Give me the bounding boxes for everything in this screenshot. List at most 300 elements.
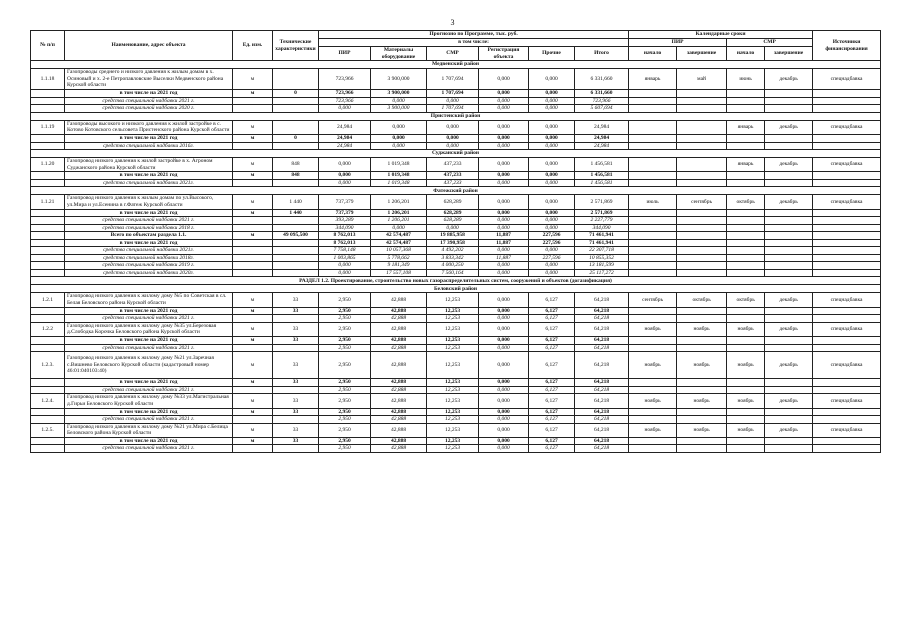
empty-cell bbox=[813, 209, 881, 217]
other-cell: 227,596 bbox=[529, 232, 575, 240]
total-cell: 2 227,779 bbox=[575, 217, 629, 225]
other-cell: 6,127 bbox=[529, 322, 575, 336]
reg-cell: 11,887 bbox=[479, 239, 529, 247]
empty-cell bbox=[765, 408, 813, 416]
pir-cell: 0,000 bbox=[319, 158, 371, 172]
empty-cell bbox=[629, 307, 677, 315]
row-label: в том числе на 2021 год bbox=[65, 379, 233, 387]
empty-cell bbox=[813, 135, 881, 143]
tech-cell bbox=[273, 179, 319, 187]
row-label: в том числе на 2021 год bbox=[65, 437, 233, 445]
reg-cell: 0,000 bbox=[479, 179, 529, 187]
pir-cell: 723,966 bbox=[319, 69, 371, 90]
mat-cell: 0,000 bbox=[371, 97, 427, 105]
mat-cell: 3 900,000 bbox=[371, 69, 427, 90]
total-cell: 1 456,581 bbox=[575, 158, 629, 172]
row-label: средства специальной надбавки 2021 г. bbox=[65, 344, 233, 352]
object-description: Газопровод низкого давления к жилому дому №21 ул.Заречная с.Вишнево Беловского Курской области (кадастровый номер 46:01:040103:40) bbox=[65, 352, 233, 379]
empty-cell bbox=[629, 97, 677, 105]
mat-cell: 0,000 bbox=[371, 142, 427, 150]
reg-cell: 0,000 bbox=[479, 120, 529, 134]
mat-cell: 0,000 bbox=[371, 135, 427, 143]
smr-cell: 628,289 bbox=[427, 209, 479, 217]
empty-cell bbox=[727, 135, 765, 143]
pir-end-cell: октябрь bbox=[677, 293, 727, 307]
mat-cell: 1 206,201 bbox=[371, 195, 427, 209]
pir-cell: 2,950 bbox=[319, 322, 371, 336]
tech-cell bbox=[273, 416, 319, 424]
empty-cell bbox=[813, 416, 881, 424]
object-row bbox=[31, 120, 881, 134]
unit-cell: м bbox=[233, 209, 273, 217]
empty-cell bbox=[629, 239, 677, 247]
reg-cell: 0,000 bbox=[479, 195, 529, 209]
source-cell: спецнадбавка bbox=[813, 158, 881, 172]
tech-cell: 33 bbox=[273, 379, 319, 387]
row-label: средства специальной надбавки 2018 г. bbox=[65, 224, 233, 232]
smr-cell: 12,253 bbox=[427, 379, 479, 387]
smr-end-cell: декабрь bbox=[765, 394, 813, 408]
empty-cell bbox=[727, 179, 765, 187]
tech-cell: 49 095,500 bbox=[273, 232, 319, 240]
empty-cell bbox=[677, 239, 727, 247]
total-cell: 6 331,660 bbox=[575, 69, 629, 90]
funding-source-row bbox=[31, 97, 881, 105]
mat-cell: 42,888 bbox=[371, 315, 427, 323]
tech-cell: 33 bbox=[273, 423, 319, 437]
other-cell: 0,000 bbox=[529, 179, 575, 187]
row-label: в том числе на 2021 год bbox=[65, 337, 233, 345]
pir-cell: 2,950 bbox=[319, 408, 371, 416]
header-program-sub: в том числе: bbox=[319, 39, 629, 47]
object-number: 1.1.19 bbox=[31, 120, 65, 134]
subtotal-row bbox=[31, 90, 881, 98]
unit-cell bbox=[233, 105, 273, 113]
object-row bbox=[31, 195, 881, 209]
object-row bbox=[31, 293, 881, 307]
unit-cell bbox=[233, 239, 273, 247]
empty-cell bbox=[727, 224, 765, 232]
header-no: № п/п bbox=[31, 31, 65, 61]
empty-cell bbox=[31, 135, 65, 143]
empty-cell bbox=[629, 224, 677, 232]
empty-cell bbox=[629, 437, 677, 445]
row-label: в том числе на 2021 год bbox=[65, 172, 233, 180]
mat-cell: 1 019,348 bbox=[371, 158, 427, 172]
object-description: Газопровод низкого давления к жилому дому №21 ул.Мира с.Белица Беловского района Курской области bbox=[65, 423, 233, 437]
source-cell: спецнадбавка bbox=[813, 322, 881, 336]
reg-cell: 0,000 bbox=[479, 90, 529, 98]
object-number: 1.1.20 bbox=[31, 158, 65, 172]
total-cell: 24,984 bbox=[575, 142, 629, 150]
source-cell: спецнадбавка bbox=[813, 293, 881, 307]
tech-cell: 33 bbox=[273, 322, 319, 336]
funding-source-row bbox=[31, 269, 881, 277]
tech-cell bbox=[273, 69, 319, 90]
funding-source-row bbox=[31, 386, 881, 394]
reg-cell: 11,887 bbox=[479, 232, 529, 240]
subtotal-row bbox=[31, 379, 881, 387]
region-name: Фатежский район bbox=[31, 187, 881, 195]
smr-start-cell: октябрь bbox=[727, 293, 765, 307]
empty-cell bbox=[813, 97, 881, 105]
row-label: средства специальной надбавки 2019 г. bbox=[65, 262, 233, 270]
mat-cell: 42,888 bbox=[371, 423, 427, 437]
section-title: РАЗДЕЛ 1.2. Проектирование, строительство новых газораспределительных систем, сооружений и объектов (догазификация) bbox=[31, 277, 881, 285]
row-label: в том числе на 2021 год bbox=[65, 408, 233, 416]
pir-cell: 2,950 bbox=[319, 344, 371, 352]
total-cell: 64,218 bbox=[575, 386, 629, 394]
object-description: Газопроводы среднего и низкого давления к жилым домам в х. Осиновый и х. 2-е Петропавловские Выселки Медвенского района Курской области bbox=[65, 69, 233, 90]
funding-source-row bbox=[31, 224, 881, 232]
total-cell: 10 855,352 bbox=[575, 254, 629, 262]
total-cell: 64,218 bbox=[575, 437, 629, 445]
empty-cell bbox=[727, 142, 765, 150]
other-cell: 0,000 bbox=[529, 142, 575, 150]
tech-cell bbox=[273, 239, 319, 247]
pir-end-cell: ноябрь bbox=[677, 352, 727, 379]
header-unit: Ед. изм. bbox=[233, 31, 273, 61]
object-number: 1.2.3. bbox=[31, 352, 65, 379]
pir-end-cell bbox=[677, 120, 727, 134]
row-label: средства специальной надбавки 2018г. bbox=[65, 254, 233, 262]
other-cell: 6,127 bbox=[529, 408, 575, 416]
empty-cell bbox=[677, 337, 727, 345]
smr-cell: 12,253 bbox=[427, 322, 479, 336]
smr-start-cell: июнь bbox=[727, 69, 765, 90]
unit-cell: м bbox=[233, 379, 273, 387]
empty-cell bbox=[727, 416, 765, 424]
pir-cell: 2,950 bbox=[319, 315, 371, 323]
tech-cell bbox=[273, 254, 319, 262]
empty-cell bbox=[765, 97, 813, 105]
total-cell: 64,218 bbox=[575, 337, 629, 345]
empty-cell bbox=[629, 315, 677, 323]
tech-cell bbox=[273, 269, 319, 277]
empty-cell bbox=[765, 90, 813, 98]
total-row bbox=[31, 239, 881, 247]
empty-cell bbox=[677, 262, 727, 270]
tech-cell bbox=[273, 105, 319, 113]
header-smr: СМР bbox=[427, 47, 479, 61]
empty-cell bbox=[765, 224, 813, 232]
empty-cell bbox=[629, 172, 677, 180]
smr-cell: 628,289 bbox=[427, 195, 479, 209]
row-label: в том числе на 2021 год bbox=[65, 307, 233, 315]
unit-cell: м bbox=[233, 135, 273, 143]
smr-cell: 0,000 bbox=[427, 224, 479, 232]
total-cell: 64,218 bbox=[575, 379, 629, 387]
empty-cell bbox=[677, 416, 727, 424]
smr-cell: 12,253 bbox=[427, 423, 479, 437]
region-row bbox=[31, 112, 881, 120]
unit-cell: м bbox=[233, 322, 273, 336]
region-name: Беловский район bbox=[31, 285, 881, 293]
table-body bbox=[31, 61, 881, 453]
empty-cell bbox=[31, 172, 65, 180]
pir-end-cell bbox=[677, 158, 727, 172]
reg-cell: 0,000 bbox=[479, 69, 529, 90]
mat-cell: 42,888 bbox=[371, 379, 427, 387]
tech-cell: 33 bbox=[273, 352, 319, 379]
unit-cell bbox=[233, 224, 273, 232]
total-cell: 2 571,869 bbox=[575, 209, 629, 217]
empty-cell bbox=[629, 90, 677, 98]
reg-cell: 0,000 bbox=[479, 262, 529, 270]
object-number: 1.1.21 bbox=[31, 195, 65, 209]
region-row bbox=[31, 61, 881, 69]
total-cell: 64,218 bbox=[575, 344, 629, 352]
empty-cell bbox=[765, 209, 813, 217]
source-cell: спецнадбавка bbox=[813, 69, 881, 90]
total-cell: 64,218 bbox=[575, 352, 629, 379]
other-cell: 6,127 bbox=[529, 445, 575, 453]
unit-cell: м bbox=[233, 69, 273, 90]
tech-cell: 848 bbox=[273, 158, 319, 172]
pir-cell: 7 758,148 bbox=[319, 247, 371, 255]
funding-source-row bbox=[31, 254, 881, 262]
empty-cell bbox=[31, 232, 65, 240]
total-cell: 24,984 bbox=[575, 135, 629, 143]
other-cell: 0,000 bbox=[529, 172, 575, 180]
header-pir-finish: завершение bbox=[677, 47, 727, 61]
total-cell: 13 181,599 bbox=[575, 262, 629, 270]
empty-cell bbox=[727, 386, 765, 394]
unit-cell: м bbox=[233, 293, 273, 307]
pir-cell: 723,966 bbox=[319, 97, 371, 105]
subtotal-row bbox=[31, 437, 881, 445]
unit-cell bbox=[233, 416, 273, 424]
row-label: средства специальной надбавки 2021 г. bbox=[65, 386, 233, 394]
mat-cell: 42,888 bbox=[371, 293, 427, 307]
pir-start-cell: ноябрь bbox=[629, 322, 677, 336]
other-cell: 0,000 bbox=[529, 135, 575, 143]
pir-cell: 0,000 bbox=[319, 262, 371, 270]
empty-cell bbox=[727, 262, 765, 270]
unit-cell: м bbox=[233, 337, 273, 345]
mat-cell: 42,888 bbox=[371, 408, 427, 416]
empty-cell bbox=[677, 135, 727, 143]
object-number: 1.2.4. bbox=[31, 394, 65, 408]
pir-end-cell: ноябрь bbox=[677, 423, 727, 437]
total-cell: 64,218 bbox=[575, 445, 629, 453]
tech-cell: 33 bbox=[273, 293, 319, 307]
empty-cell bbox=[629, 254, 677, 262]
pir-end-cell: ноябрь bbox=[677, 322, 727, 336]
smr-cell: 7 560,164 bbox=[427, 269, 479, 277]
tech-cell: 33 bbox=[273, 437, 319, 445]
smr-end-cell: декабрь bbox=[765, 158, 813, 172]
empty-cell bbox=[31, 379, 65, 387]
tech-cell: 1 440 bbox=[273, 209, 319, 217]
smr-cell: 1 707,694 bbox=[427, 69, 479, 90]
object-description: Газопровод низкого давления к жилому дому №5 по Советская в сл. Белая Беловского района Курской области bbox=[65, 293, 233, 307]
empty-cell bbox=[813, 262, 881, 270]
header-calendar-group: Календарные сроки bbox=[629, 31, 813, 39]
empty-cell bbox=[727, 337, 765, 345]
empty-cell bbox=[31, 247, 65, 255]
object-number: 1.1.18 bbox=[31, 69, 65, 90]
region-row bbox=[31, 285, 881, 293]
empty-cell bbox=[629, 379, 677, 387]
empty-cell bbox=[31, 142, 65, 150]
unit-cell bbox=[233, 254, 273, 262]
empty-cell bbox=[813, 90, 881, 98]
tech-cell bbox=[273, 142, 319, 150]
object-description: Газопровод низкого давления к жилым домам по ул.Высокого, ул.Мира и ул.Есенина в г.Фатеж Курской области bbox=[65, 195, 233, 209]
other-cell: 6,127 bbox=[529, 337, 575, 345]
smr-cell: 12,253 bbox=[427, 307, 479, 315]
header-other: Прочие bbox=[529, 47, 575, 61]
total-cell: 64,218 bbox=[575, 315, 629, 323]
tech-cell: 33 bbox=[273, 394, 319, 408]
pir-end-cell: ноябрь bbox=[677, 394, 727, 408]
empty-cell bbox=[813, 105, 881, 113]
smr-start-cell: ноябрь bbox=[727, 394, 765, 408]
other-cell: 0,000 bbox=[529, 217, 575, 225]
reg-cell: 0,000 bbox=[479, 172, 529, 180]
empty-cell bbox=[813, 307, 881, 315]
unit-cell: м bbox=[233, 437, 273, 445]
empty-cell bbox=[765, 379, 813, 387]
section-row bbox=[31, 277, 881, 285]
unit-cell: м bbox=[233, 90, 273, 98]
smr-cell: 1 707,694 bbox=[427, 90, 479, 98]
reg-cell: 0,000 bbox=[479, 445, 529, 453]
smr-cell: 12,253 bbox=[427, 416, 479, 424]
mat-cell: 9 181,349 bbox=[371, 262, 427, 270]
reg-cell: 0,000 bbox=[479, 97, 529, 105]
empty-cell bbox=[813, 379, 881, 387]
other-cell: 0,000 bbox=[529, 247, 575, 255]
empty-cell bbox=[727, 344, 765, 352]
unit-cell bbox=[233, 269, 273, 277]
empty-cell bbox=[765, 416, 813, 424]
empty-cell bbox=[813, 224, 881, 232]
header-cal-pir: ПИР bbox=[629, 39, 727, 47]
row-label: средства специальной надбавки 2021 г. bbox=[65, 217, 233, 225]
empty-cell bbox=[727, 269, 765, 277]
unit-cell: м bbox=[233, 195, 273, 209]
empty-cell bbox=[813, 315, 881, 323]
pir-cell: 0,000 bbox=[319, 179, 371, 187]
reg-cell: 11,887 bbox=[479, 254, 529, 262]
empty-cell bbox=[765, 217, 813, 225]
subtotal-row bbox=[31, 209, 881, 217]
row-label: средства специальной надбавки 2020 г. bbox=[65, 105, 233, 113]
unit-cell bbox=[233, 344, 273, 352]
region-row bbox=[31, 150, 881, 158]
pir-start-cell: ноябрь bbox=[629, 394, 677, 408]
empty-cell bbox=[677, 142, 727, 150]
table-header bbox=[31, 31, 881, 61]
smr-cell: 12,253 bbox=[427, 315, 479, 323]
smr-cell: 12,253 bbox=[427, 337, 479, 345]
total-cell: 22 307,718 bbox=[575, 247, 629, 255]
row-label: средства специальной надбавки 2016г. bbox=[65, 142, 233, 150]
reg-cell: 0,000 bbox=[479, 247, 529, 255]
empty-cell bbox=[629, 262, 677, 270]
unit-cell bbox=[233, 262, 273, 270]
empty-cell bbox=[765, 386, 813, 394]
reg-cell: 0,000 bbox=[479, 322, 529, 336]
smr-start-cell: ноябрь bbox=[727, 352, 765, 379]
header-registration: Регистрация объекта bbox=[479, 47, 529, 61]
empty-cell bbox=[727, 307, 765, 315]
row-label: в том числе на 2021 год bbox=[65, 239, 233, 247]
total-cell: 1 456,581 bbox=[575, 179, 629, 187]
empty-cell bbox=[31, 315, 65, 323]
other-cell: 6,127 bbox=[529, 352, 575, 379]
source-cell: спецнадбавка bbox=[813, 195, 881, 209]
empty-cell bbox=[677, 307, 727, 315]
pir-start-cell: январь bbox=[629, 69, 677, 90]
object-row bbox=[31, 423, 881, 437]
total-cell: 24,984 bbox=[575, 120, 629, 134]
row-label: средства специальной надбавки 2021 г. bbox=[65, 445, 233, 453]
mat-cell: 42,888 bbox=[371, 322, 427, 336]
funding-source-row bbox=[31, 142, 881, 150]
tech-cell bbox=[273, 262, 319, 270]
empty-cell bbox=[677, 379, 727, 387]
mat-cell: 5 778,662 bbox=[371, 254, 427, 262]
mat-cell: 0,000 bbox=[371, 224, 427, 232]
smr-cell: 12,253 bbox=[427, 445, 479, 453]
reg-cell: 0,000 bbox=[479, 135, 529, 143]
pir-start-cell bbox=[629, 158, 677, 172]
empty-cell bbox=[31, 307, 65, 315]
smr-cell: 0,000 bbox=[427, 120, 479, 134]
pir-cell: 2,950 bbox=[319, 307, 371, 315]
other-cell: 6,127 bbox=[529, 344, 575, 352]
pir-cell: 2,950 bbox=[319, 379, 371, 387]
empty-cell bbox=[727, 445, 765, 453]
mat-cell: 42,888 bbox=[371, 437, 427, 445]
row-label: средства специальной надбавки 2021г. bbox=[65, 247, 233, 255]
empty-cell bbox=[677, 217, 727, 225]
empty-cell bbox=[727, 315, 765, 323]
empty-cell bbox=[765, 247, 813, 255]
empty-cell bbox=[31, 262, 65, 270]
empty-cell bbox=[677, 209, 727, 217]
empty-cell bbox=[765, 344, 813, 352]
object-row bbox=[31, 322, 881, 336]
mat-cell: 17 557,108 bbox=[371, 269, 427, 277]
funding-source-row bbox=[31, 217, 881, 225]
pir-start-cell: ноябрь bbox=[629, 352, 677, 379]
unit-cell bbox=[233, 386, 273, 394]
total-cell: 344,090 bbox=[575, 224, 629, 232]
unit-cell bbox=[233, 142, 273, 150]
other-cell: 0,000 bbox=[529, 269, 575, 277]
empty-cell bbox=[765, 179, 813, 187]
unit-cell: м bbox=[233, 158, 273, 172]
header-total: Итого bbox=[575, 47, 629, 61]
other-cell: 0,000 bbox=[529, 262, 575, 270]
pir-cell: 24,984 bbox=[319, 120, 371, 134]
empty-cell bbox=[629, 142, 677, 150]
empty-cell bbox=[677, 97, 727, 105]
other-cell: 0,000 bbox=[529, 97, 575, 105]
empty-cell bbox=[727, 209, 765, 217]
mat-cell: 10 057,368 bbox=[371, 247, 427, 255]
pir-cell: 2,950 bbox=[319, 352, 371, 379]
unit-cell bbox=[233, 217, 273, 225]
empty-cell bbox=[629, 135, 677, 143]
subtotal-row bbox=[31, 337, 881, 345]
mat-cell: 42,888 bbox=[371, 344, 427, 352]
smr-start-cell: январь bbox=[727, 120, 765, 134]
